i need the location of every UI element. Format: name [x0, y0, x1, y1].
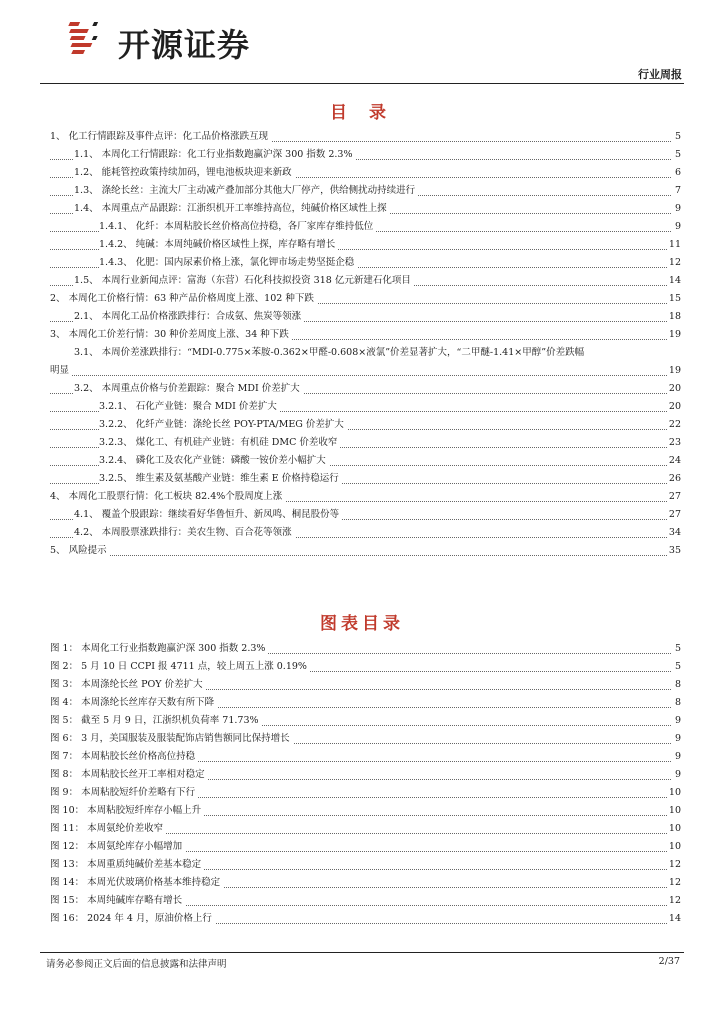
toc-entry-label: 本周化工品价格涨跌排行：合成氨、焦炭等领涨 — [101, 311, 302, 322]
toc-entry-page: 20 — [667, 398, 681, 416]
figure-caption: 本周氨纶价差收窄 — [87, 823, 164, 834]
figure-page: 10 — [667, 784, 681, 802]
figure-entry[interactable] — [50, 802, 681, 820]
figure-number: 图 6： — [50, 733, 79, 744]
figure-caption: 本周重质纯碱价差基本稳定 — [87, 859, 202, 870]
logo-mark-icon — [66, 18, 112, 62]
figure-caption: 本周光伏玻璃价格基本维持稳定 — [87, 877, 221, 888]
toc-entry[interactable] — [50, 308, 681, 326]
figure-number: 图 14： — [50, 877, 85, 888]
toc-entry-label: 化纤：本周粘胶长丝价格高位持稳，各厂家库存维持低位 — [135, 221, 374, 232]
toc-entry-page: 12 — [667, 254, 681, 272]
toc-entry-page: 35 — [667, 542, 681, 560]
toc-entry-page: 9 — [673, 200, 681, 218]
toc-entry[interactable] — [50, 218, 681, 236]
toc-entry[interactable] — [50, 416, 681, 434]
figure-number: 图 8： — [50, 769, 79, 780]
figure-number: 图 9： — [50, 787, 79, 798]
toc-entry-text — [74, 509, 342, 520]
toc-entry-page: 24 — [667, 452, 681, 470]
figure-page: 8 — [673, 676, 681, 694]
toc-entry-label: 化工行情跟踪及事件点评：化工品价格涨跌互现 — [68, 131, 269, 142]
toc-entry[interactable] — [50, 236, 681, 254]
toc-entry-number: 1.4.2、 — [99, 239, 133, 250]
toc-entry-text — [50, 491, 285, 502]
toc-entry-number: 3.2.1、 — [99, 401, 133, 412]
figure-entry[interactable] — [50, 694, 681, 712]
figure-page: 12 — [667, 856, 681, 874]
figure-page: 10 — [667, 820, 681, 838]
dot-leader — [50, 375, 671, 376]
toc-entry-number: 1.4、 — [74, 203, 99, 214]
toc-entry-page: 19 — [667, 362, 681, 380]
toc-entry-number: 4、 — [50, 491, 66, 502]
toc-entry[interactable] — [50, 182, 681, 200]
figure-entry[interactable] — [50, 712, 681, 730]
toc-entry-text — [74, 185, 418, 196]
figure-entry[interactable] — [50, 730, 681, 748]
figure-entry-text — [50, 769, 208, 780]
toc-entry[interactable] — [50, 200, 681, 218]
figure-caption: 本周化工行业指数跑赢沪深 300 指数 2.3% — [81, 643, 266, 654]
figure-entry[interactable] — [50, 874, 681, 892]
footer-disclaimer: 请务必参阅正文后面的信息披露和法律声明 — [46, 959, 227, 970]
figure-page: 9 — [673, 766, 681, 784]
toc-entry-text — [74, 275, 414, 286]
toc-entry-number: 1.4.3、 — [99, 257, 133, 268]
toc-entry-label-continued: 明显 — [50, 365, 72, 376]
figure-caption: 本周涤纶长丝 POY 价差扩大 — [81, 679, 203, 690]
toc-entry-number: 1.1、 — [74, 149, 99, 160]
figure-entry-text — [50, 733, 293, 744]
figure-number: 图 16： — [50, 913, 85, 924]
figure-entry-text — [50, 913, 215, 924]
toc-entry[interactable] — [50, 452, 681, 470]
toc-entry-text — [50, 293, 317, 304]
figure-caption: 本周涤纶长丝库存天数有所下降 — [81, 697, 215, 708]
toc-entry[interactable] — [50, 506, 681, 524]
page-header — [0, 0, 724, 92]
figure-number: 图 13： — [50, 859, 85, 870]
toc-entry-label: 化纤产业链：涤纶长丝 POY-PTA/MEG 价差扩大 — [135, 419, 344, 430]
figure-number: 图 15： — [50, 895, 85, 906]
toc-entry-page: 18 — [667, 308, 681, 326]
figure-number: 图 10： — [50, 805, 85, 816]
toc-entry-text — [74, 167, 295, 178]
toc-entry[interactable] — [50, 398, 681, 416]
figure-entry-text — [50, 805, 204, 816]
figure-list — [50, 640, 681, 928]
toc-entry-label: 本周价差涨跌排行：“MDI-0.775×苯胺-0.362×甲醛-0.608×液氯”价差显著扩大，“二甲醚-1.41×甲醇”价差跌幅 — [101, 347, 585, 358]
figure-entry-text — [50, 751, 198, 762]
toc-entry[interactable] — [50, 380, 681, 398]
toc-entry-text — [74, 311, 304, 322]
toc-entry-label: 本周化工行情跟踪：化工行业指数跑赢沪深 300 指数 2.3% — [101, 149, 353, 160]
toc-entry-number: 1.4.1、 — [99, 221, 133, 232]
company-name: 开源证券 — [118, 26, 251, 64]
toc-entry-page: 22 — [667, 416, 681, 434]
figure-entry-text — [50, 841, 185, 852]
figure-page: 9 — [673, 712, 681, 730]
figure-number: 图 2： — [50, 661, 79, 672]
figure-caption: 5 月 10 日 CCPI 报 4711 点，较上周五上涨 0.19% — [81, 661, 307, 672]
toc-title: 目 录 — [330, 103, 394, 123]
toc-entry-number: 3.2、 — [74, 383, 99, 394]
figure-entry[interactable] — [50, 856, 681, 874]
toc-entry-text — [50, 545, 110, 556]
figure-page: 12 — [667, 874, 681, 892]
figure-number: 图 4： — [50, 697, 79, 708]
figure-page: 5 — [673, 640, 681, 658]
toc-entry-label: 维生素及氨基酸产业链：维生素 E 价格持稳运行 — [135, 473, 339, 484]
toc-entry-page: 11 — [667, 236, 681, 254]
toc-entry[interactable] — [50, 272, 681, 290]
toc-entry-page: 6 — [673, 164, 681, 182]
figure-number: 图 5： — [50, 715, 79, 726]
figure-caption: 本周氨纶库存小幅增加 — [87, 841, 183, 852]
toc-entry-label: 本周行业新闻点评：富海（东营）石化科技拟投资 318 亿元新建石化项目 — [101, 275, 411, 286]
figure-caption: 3 月，美国服装及服装配饰店销售额同比保持增长 — [81, 733, 290, 744]
toc-entry-text — [99, 419, 347, 430]
toc-entry-page: 19 — [667, 326, 681, 344]
toc-entry[interactable] — [50, 290, 681, 308]
figure-page: 12 — [667, 892, 681, 910]
toc-entry-label: 磷化工及农化产业链：磷酸一铵价差小幅扩大 — [135, 455, 326, 466]
toc-entry-number: 1、 — [50, 131, 66, 142]
toc-entry-label: 风险提示 — [68, 545, 107, 556]
figure-entry[interactable] — [50, 640, 681, 658]
figure-number: 图 7： — [50, 751, 79, 762]
toc-entry-number: 2、 — [50, 293, 66, 304]
figure-number: 图 11： — [50, 823, 85, 834]
toc-entry-number: 4.1、 — [74, 509, 99, 520]
figure-entry-text — [50, 787, 198, 798]
toc-entry[interactable] — [50, 254, 681, 272]
toc-entry-label: 本周化工价差行情：30 种价差周度上涨、34 种下跌 — [68, 329, 289, 340]
figure-number: 图 12： — [50, 841, 85, 852]
toc-entry-page: 23 — [667, 434, 681, 452]
toc-entry[interactable] — [50, 164, 681, 182]
toc-entry-text — [99, 221, 376, 232]
figure-entry-text — [50, 661, 310, 672]
figure-page: 5 — [673, 658, 681, 676]
toc-entry-text — [99, 473, 342, 484]
toc-entry-number: 3、 — [50, 329, 66, 340]
dot-leader — [50, 555, 671, 556]
toc-entry-number: 3.2.3、 — [99, 437, 133, 448]
toc-entry[interactable] — [50, 128, 681, 146]
toc-entry-label: 本周重点产品跟踪：江浙织机开工率维持高位，纯碱价格区域性上探 — [101, 203, 387, 214]
toc-entry-text — [50, 131, 271, 142]
toc-entry[interactable] — [50, 524, 681, 542]
toc-entry-page: 26 — [667, 470, 681, 488]
toc-entry-page: 5 — [673, 128, 681, 146]
toc-entry-text — [99, 455, 329, 466]
page-number: 2/37 — [658, 956, 680, 967]
figure-caption: 本周纯碱库存略有增长 — [87, 895, 183, 906]
figure-entry-text — [50, 643, 268, 654]
figure-entry[interactable] — [50, 658, 681, 676]
toc-entry[interactable] — [50, 146, 681, 164]
toc-entry-number: 1.2、 — [74, 167, 99, 178]
toc-entry[interactable] — [50, 488, 681, 506]
figure-entry[interactable] — [50, 748, 681, 766]
figure-caption: 本周粘胶长丝开工率相对稳定 — [81, 769, 205, 780]
toc-entry-number: 5、 — [50, 545, 66, 556]
toc-entry-label: 石化产业链：聚合 MDI 价差扩大 — [135, 401, 277, 412]
figure-page: 14 — [667, 910, 681, 928]
toc-entry-number: 3.2.2、 — [99, 419, 133, 430]
toc-entry-text — [74, 527, 295, 538]
toc-entry-number: 1.3、 — [74, 185, 99, 196]
toc-entry-text — [99, 401, 280, 412]
figure-caption: 2024 年 4 月，原油价格上行 — [87, 913, 212, 924]
figure-entry-text — [50, 823, 166, 834]
figure-entry-text — [50, 697, 217, 708]
figure-page: 9 — [673, 748, 681, 766]
toc-entry-label: 煤化工、有机硅产业链：有机硅 DMC 价差收窄 — [135, 437, 338, 448]
toc-entry-text — [74, 344, 681, 362]
figure-entry[interactable] — [50, 838, 681, 856]
header-divider — [40, 83, 684, 84]
toc-entry-text — [74, 383, 303, 394]
figure-entry-text — [50, 679, 206, 690]
toc-entry-number: 3.1、 — [74, 347, 99, 358]
figure-number: 图 1： — [50, 643, 79, 654]
figure-entry[interactable] — [50, 676, 681, 694]
toc-entry-label: 纯碱：本周纯碱价格区域性上探，库存略有增长 — [135, 239, 336, 250]
toc-entry-number: 3.2.4、 — [99, 455, 133, 466]
figure-entry[interactable] — [50, 784, 681, 802]
toc-entry-label: 本周化工股票行情：化工板块 82.4%个股周度上涨 — [68, 491, 283, 502]
toc-entry-page: 20 — [667, 380, 681, 398]
toc-entry-label: 本周重点价格与价差跟踪：聚合 MDI 价差扩大 — [101, 383, 300, 394]
report-type: 行业周报 — [638, 68, 682, 81]
toc-entry-text — [74, 149, 355, 160]
toc-entry-label: 覆盖个股跟踪：继续看好华鲁恒升、新凤鸣、桐昆股份等 — [101, 509, 340, 520]
toc-entry-page: 27 — [667, 488, 681, 506]
toc-entry-page: 9 — [673, 218, 681, 236]
toc-entry[interactable] — [50, 326, 681, 344]
figure-caption: 本周粘胶短纤价差略有下行 — [81, 787, 196, 798]
figure-page: 9 — [673, 730, 681, 748]
footer-divider — [40, 952, 684, 953]
toc-entry[interactable] — [50, 542, 681, 560]
figure-entry-text — [50, 895, 185, 906]
figure-entry[interactable] — [50, 892, 681, 910]
toc-entry-page: 27 — [667, 506, 681, 524]
figure-entry-text — [50, 859, 204, 870]
toc-entry-text — [50, 329, 292, 340]
toc-entry-page: 7 — [673, 182, 681, 200]
toc-entry-number: 4.2、 — [74, 527, 99, 538]
toc-entry-page: 14 — [667, 272, 681, 290]
figure-page: 10 — [667, 838, 681, 856]
figure-entry[interactable] — [50, 766, 681, 784]
toc-entry-text — [99, 239, 338, 250]
figure-entry[interactable] — [50, 820, 681, 838]
toc-entry[interactable] — [50, 434, 681, 452]
toc-entry-label: 化肥：国内尿素价格上涨，氯化钾市场走势坚挺企稳 — [135, 257, 355, 268]
toc-entry-text — [99, 437, 340, 448]
toc-entry[interactable] — [50, 344, 681, 380]
toc-entry-number: 1.5、 — [74, 275, 99, 286]
toc-entry-page: 34 — [667, 524, 681, 542]
toc-entry-page: 15 — [667, 290, 681, 308]
figure-entry-text — [50, 877, 223, 888]
toc-entry-label: 本周股票涨跌排行：美农生物、百合花等领涨 — [101, 527, 292, 538]
toc-entry-text — [99, 257, 357, 268]
figure-number: 图 3： — [50, 679, 79, 690]
toc-entry-label: 涤纶长丝：主流大厂主动减产叠加部分其他大厂停产，供给侧扰动持续进行 — [101, 185, 416, 196]
figure-list-title: 图表目录 — [320, 614, 404, 634]
toc-entry-label: 本周化工价格行情：63 种产品价格周度上涨、102 种下跌 — [68, 293, 314, 304]
toc-entry-label: 能耗管控政策持续加码，锂电池板块迎来新政 — [101, 167, 292, 178]
figure-caption: 截至 5 月 9 日，江浙织机负荷率 71.73% — [81, 715, 259, 726]
toc-entry-number: 3.2.5、 — [99, 473, 133, 484]
toc-entry-text — [74, 203, 390, 214]
figure-page: 10 — [667, 802, 681, 820]
toc-entry[interactable] — [50, 470, 681, 488]
figure-page: 8 — [673, 694, 681, 712]
figure-entry[interactable] — [50, 910, 681, 928]
company-logo — [66, 18, 296, 64]
figure-caption: 本周粘胶短纤库存小幅上升 — [87, 805, 202, 816]
figure-entry-text — [50, 715, 262, 726]
table-of-contents — [50, 128, 681, 560]
figure-caption: 本周粘胶长丝价格高位持稳 — [81, 751, 196, 762]
toc-entry-page: 5 — [673, 146, 681, 164]
toc-entry-number: 2.1、 — [74, 311, 99, 322]
